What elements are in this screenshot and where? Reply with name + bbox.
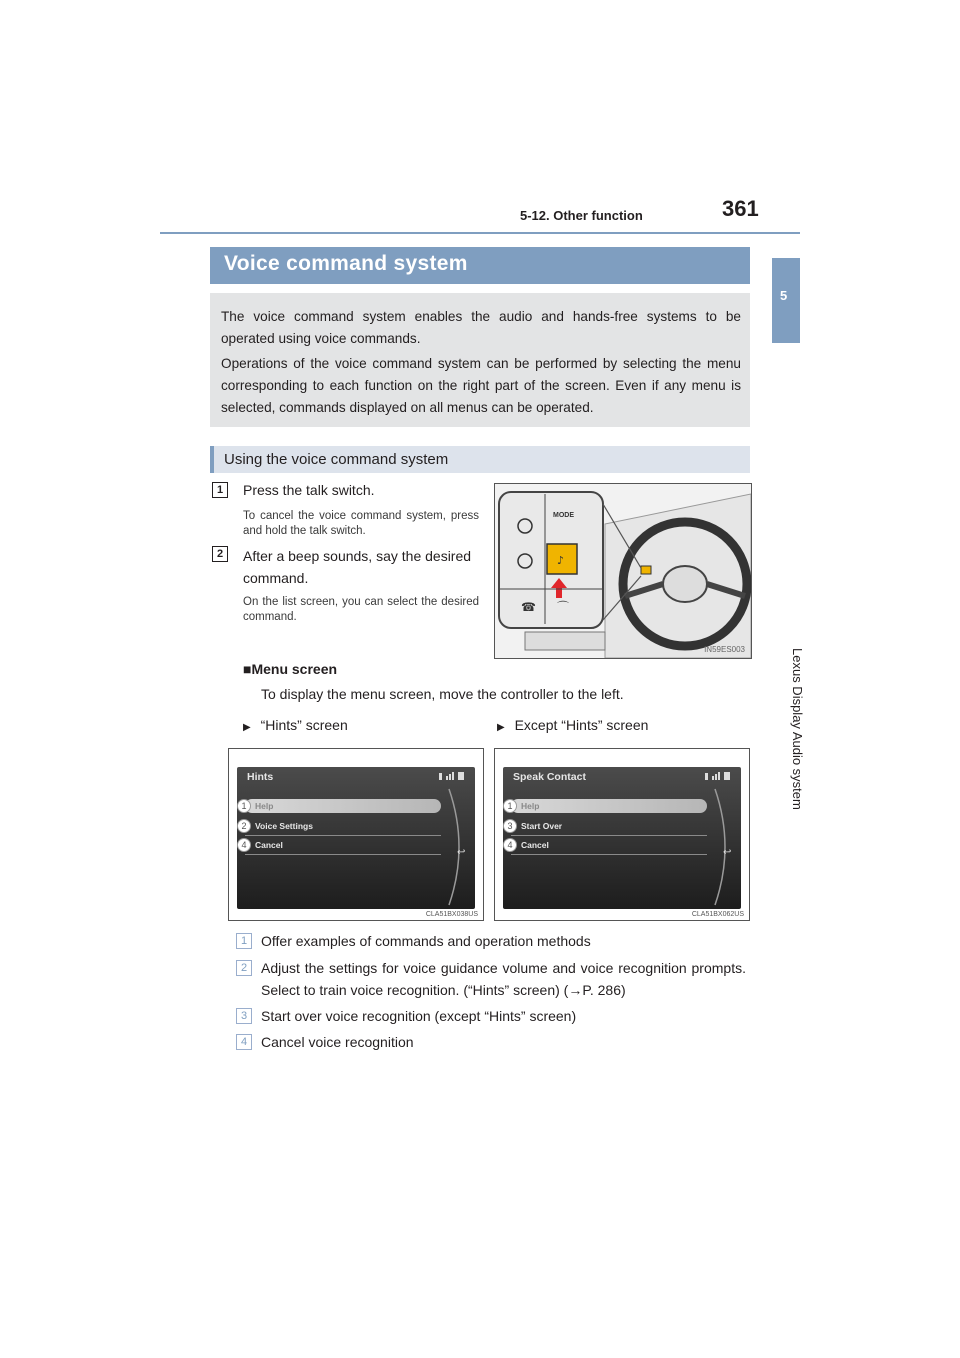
screen-menu-row[interactable]	[241, 838, 441, 852]
step-text: After a beep sounds, say the desired command.	[243, 548, 472, 586]
item-description: Adjust the settings for voice guidance volume and voice recognition prompts. Select to train voice recognition. (“Hints” screen) (→P. 286)	[261, 960, 746, 998]
intro-paragraph-2: Operations of the voice command system can be performed by selecting the menu corresponding to each function on the right part of the screen. Even if any menu is selected, commands displayed on all menus can be operated.	[221, 356, 741, 415]
screen-caption	[497, 717, 648, 733]
page-title-bar	[210, 247, 750, 284]
step-number-badge: 1	[212, 482, 228, 498]
row-label: Voice Settings	[255, 821, 313, 831]
display-screen	[503, 767, 741, 909]
page-title: Voice command system	[224, 252, 468, 275]
screen-title: Speak Contact	[513, 771, 586, 783]
chapter-label: Lexus Display Audio system	[790, 648, 805, 810]
item-description: Offer examples of commands and operation methods	[261, 933, 591, 949]
row-label: Start Over	[521, 821, 563, 831]
svg-text:☎: ☎	[521, 600, 536, 614]
hints-screen-figure	[228, 748, 484, 921]
chapter-tab-marker	[772, 258, 800, 343]
svg-text:↩: ↩	[457, 847, 466, 858]
row-number-badge: 4	[503, 838, 517, 852]
step-text: Press the talk switch.	[243, 482, 375, 498]
row-number-badge: 4	[237, 838, 251, 852]
row-label: Help	[255, 801, 274, 811]
display-screen	[237, 767, 475, 909]
chapter-tab	[766, 234, 805, 1224]
screen-caption-text: Except “Hints” screen	[514, 717, 649, 733]
image-id: CLA51BX062US	[691, 911, 744, 918]
svg-text:⌒: ⌒	[557, 600, 570, 614]
screen-title: Hints	[247, 771, 274, 783]
row-number-badge: 1	[237, 799, 251, 813]
scroll-arc-icon	[445, 787, 471, 907]
page-number: 361	[722, 196, 759, 221]
item-number-badge: 4	[236, 1034, 252, 1050]
item-number-badge: 3	[236, 1008, 252, 1024]
image-id: CLA51BX038US	[425, 911, 478, 918]
triangle-bullet-icon: ▶	[243, 722, 251, 733]
row-number-badge: 3	[503, 819, 517, 833]
signal-battery-icon	[439, 771, 465, 781]
triangle-bullet-icon: ▶	[497, 722, 505, 733]
subheading: Using the voice command system	[224, 451, 449, 468]
screen-caption-text: “Hints” screen	[260, 717, 348, 733]
steering-wheel-drawing	[495, 484, 751, 658]
speak-contact-screen-figure	[494, 748, 750, 921]
step-note: To cancel the voice command system, press and hold the talk switch.	[243, 510, 479, 537]
screen-menu-row[interactable]	[507, 819, 707, 833]
subheading-bar	[210, 446, 750, 473]
svg-text:↩: ↩	[723, 847, 732, 858]
step-note: On the list screen, you can select the desired command.	[243, 596, 479, 623]
mode-label: MODE	[553, 512, 574, 519]
screen-menu-row[interactable]	[241, 799, 441, 813]
menu-screen-description: To display the menu screen, move the controller to the left.	[261, 686, 624, 702]
item-description: Start over voice recognition (except “Hints” screen)	[261, 1008, 577, 1024]
screen-menu-row[interactable]	[241, 819, 441, 833]
item-number-badge: 1	[236, 933, 252, 949]
row-label: Help	[521, 801, 540, 811]
screen-caption	[243, 717, 348, 733]
row-label: Cancel	[255, 840, 283, 850]
intro-box	[210, 293, 750, 427]
intro-paragraph-1: The voice command system enables the audio and hands-free systems to be operated using voice commands.	[221, 309, 741, 346]
steering-wheel-illustration	[494, 483, 752, 659]
image-id: IN59ES003	[704, 645, 745, 654]
row-number-badge: 2	[237, 819, 251, 833]
row-number-badge: 1	[503, 799, 517, 813]
svg-text:♪: ♪	[557, 554, 565, 567]
signal-battery-icon	[705, 771, 731, 781]
item-number-badge: 2	[236, 960, 252, 976]
scroll-arc-icon	[711, 787, 737, 907]
item-description: Cancel voice recognition	[261, 1034, 414, 1050]
step-number-badge: 2	[212, 546, 228, 562]
screen-menu-row[interactable]	[507, 799, 707, 813]
row-label: Cancel	[521, 840, 549, 850]
header-divider	[160, 232, 800, 234]
chapter-number: 5	[780, 288, 788, 303]
section-title: 5-12. Other function	[520, 208, 643, 223]
screen-menu-row[interactable]	[507, 838, 707, 852]
menu-screen-heading: ■Menu screen	[243, 661, 338, 677]
